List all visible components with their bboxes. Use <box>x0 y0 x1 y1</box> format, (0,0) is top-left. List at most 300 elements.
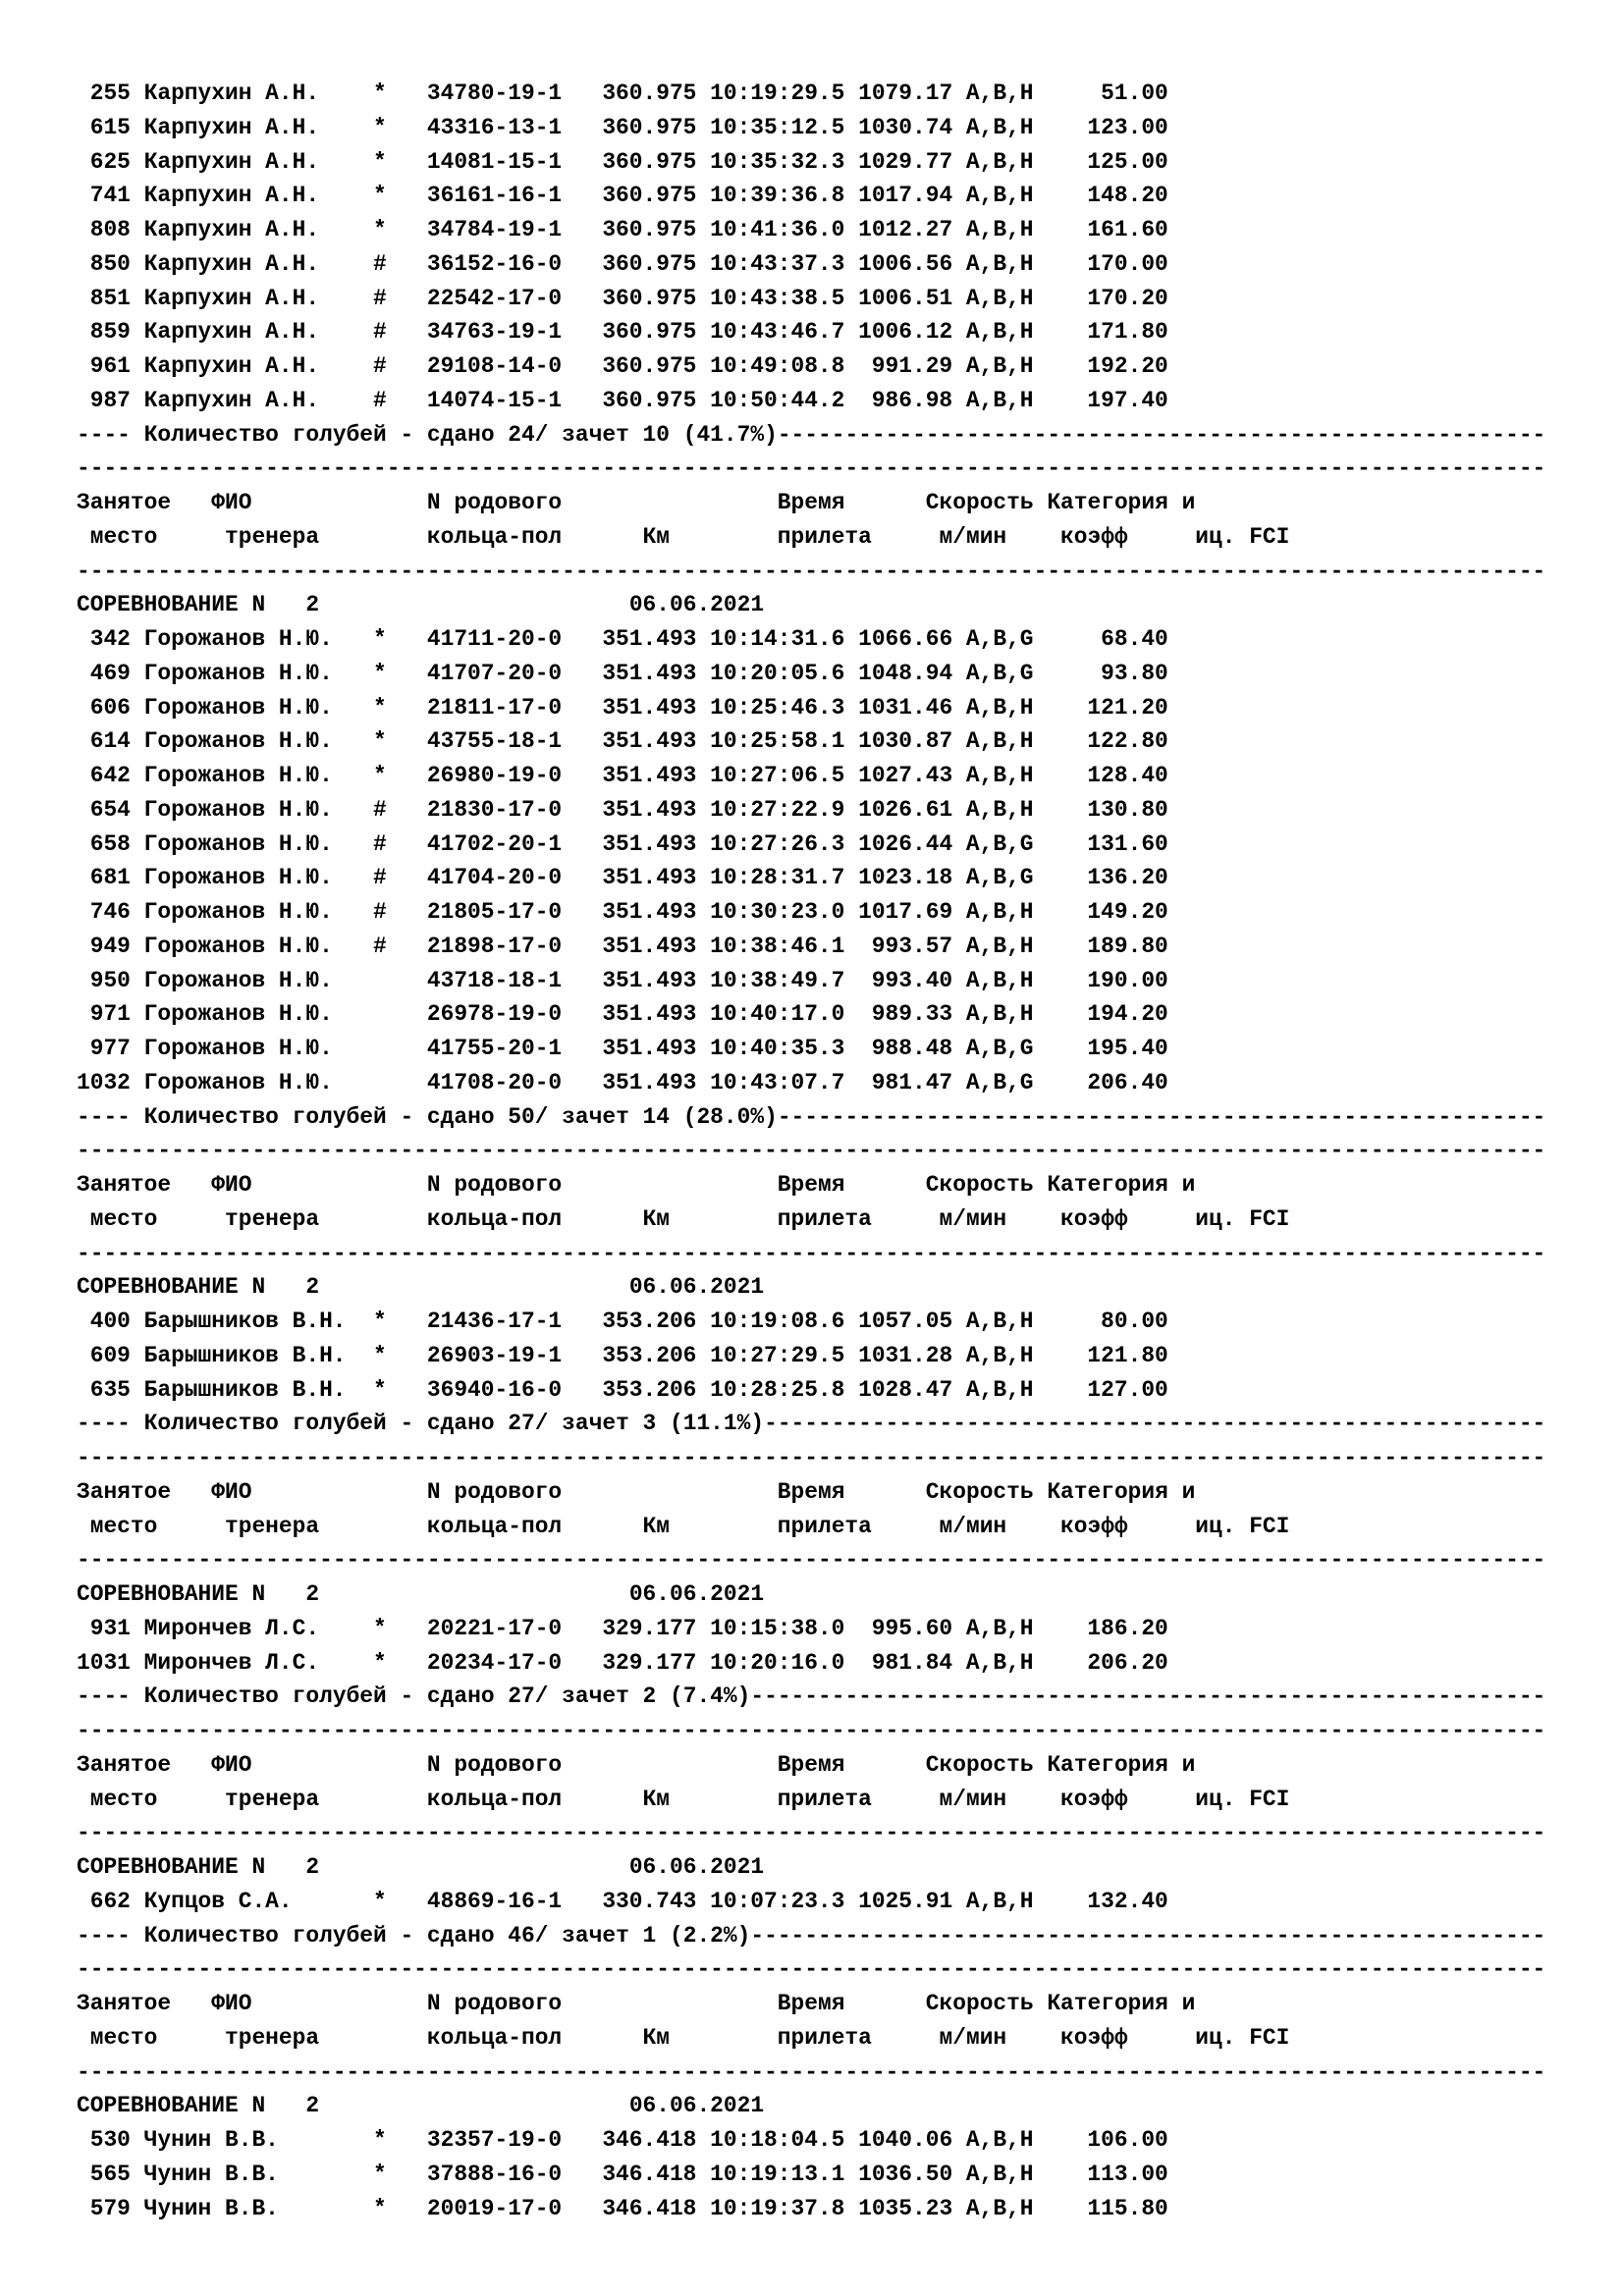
trainer-name-cell: Чунин В.В. <box>143 2127 279 2153</box>
spacer <box>844 895 858 930</box>
spacer <box>696 111 710 145</box>
distance-km-cell: 346.418 <box>602 2195 697 2221</box>
column-header-6: м/мин <box>925 523 1007 550</box>
spacer <box>562 1612 602 1646</box>
column-header-6: м/мин <box>925 1205 1007 1232</box>
column-header-8: иц. FCI <box>1195 523 1290 550</box>
distance-km-cell: 360.975 <box>602 285 697 311</box>
category-cell: A,B,H <box>965 319 1034 346</box>
place-cell: 609 <box>89 1342 131 1368</box>
trainer-name-cell: Карпухин А.Н. <box>143 250 320 277</box>
result-row <box>77 247 1549 282</box>
arrival-time-cell: 10:18:04.5 <box>710 2127 845 2153</box>
column-header-row <box>77 1987 1549 2021</box>
column-header-8: иц. FCI <box>1195 1513 1290 1539</box>
ring-number-cell: 26903-19-1 <box>426 1342 563 1368</box>
column-header-6: Скорость <box>925 1172 1034 1198</box>
spacer <box>844 724 858 759</box>
trainer-name-cell: Чунин В.В. <box>143 2161 279 2187</box>
mark-cell: * <box>372 728 387 755</box>
distance-km-cell: 351.493 <box>602 933 697 959</box>
category-cell: A,B,H <box>965 933 1034 959</box>
competition-title: СОРЕВНОВАНИЕ N 2 <box>77 1274 320 1301</box>
spacer <box>844 691 858 725</box>
competition-date: 06.06.2021 <box>628 1854 765 1880</box>
arrival-time-cell: 10:19:37.8 <box>710 2195 845 2221</box>
speed-cell: 986.98 <box>871 387 953 413</box>
spacer <box>562 1373 602 1408</box>
result-row <box>77 622 1549 657</box>
speed-cell: 993.40 <box>871 967 953 993</box>
competition-line <box>77 1577 1549 1612</box>
spacer <box>844 2123 858 2158</box>
distance-km-cell: 351.493 <box>602 728 697 755</box>
trainer-name-cell: Карпухин А.Н. <box>143 148 320 175</box>
competition-title: СОРЕВНОВАНИЕ N 2 <box>77 592 320 618</box>
spacer <box>387 1339 427 1373</box>
trainer-name-cell: Горожанов Н.Ю. <box>143 1036 333 1061</box>
spacer <box>131 930 144 964</box>
distance-km-cell: 351.493 <box>602 1036 697 1061</box>
mark-cell: # <box>372 285 387 311</box>
trainer-name-cell: Горожанов Н.Ю. <box>143 728 333 755</box>
result-row <box>77 895 1549 930</box>
category-cell: A,B,H <box>965 217 1034 242</box>
spacer <box>562 622 602 657</box>
distance-km-cell: 360.975 <box>602 80 697 106</box>
place-cell: 469 <box>89 660 131 686</box>
column-header-3: кольца-пол <box>426 2024 563 2051</box>
spacer <box>696 213 710 247</box>
results-block <box>77 77 1549 452</box>
distance-km-cell: 360.975 <box>602 148 697 175</box>
spacer <box>387 2123 427 2158</box>
coefficient-cell: 189.80 <box>1087 933 1168 959</box>
spacer <box>696 622 710 657</box>
category-cell: A,B,G <box>965 830 1034 857</box>
column-header-4: Км <box>642 523 670 550</box>
ring-number-cell: 20019-17-0 <box>426 2195 563 2221</box>
separator-line: ------------------------------------------------------------------------------------------------------------- <box>77 1956 1546 1983</box>
results-block <box>77 1714 1549 1952</box>
mark-cell: # <box>372 830 387 857</box>
speed-cell: 1066.66 <box>858 626 953 652</box>
mark-cell: # <box>372 250 387 277</box>
distance-km-cell: 360.975 <box>602 250 697 277</box>
spacer <box>952 2158 966 2192</box>
block-summary: ---- Количество голубей - сдано 50/ зачет 14 (28.0%)--------------------------------------------------------- <box>77 1103 1546 1130</box>
speed-cell: 1006.12 <box>858 319 953 346</box>
spacer <box>131 691 144 725</box>
spacer <box>562 1032 602 1066</box>
ring-number-cell: 20221-17-0 <box>426 1615 563 1641</box>
speed-cell: 1048.94 <box>858 660 953 686</box>
distance-km-cell: 351.493 <box>602 899 697 925</box>
column-header-5: Время <box>750 1991 845 2016</box>
speed-cell: 993.57 <box>871 933 953 959</box>
spacer <box>696 1305 710 1339</box>
column-header-5: Время <box>750 1751 845 1778</box>
competition-line <box>77 2089 1549 2123</box>
spacer <box>952 349 966 384</box>
ring-number-cell: 21811-17-0 <box>426 694 563 721</box>
spacer <box>131 179 144 213</box>
separator-line: ------------------------------------------------------------------------------------------------------------- <box>77 1718 1546 1743</box>
coefficient-cell: 171.80 <box>1087 319 1168 346</box>
spacer <box>696 657 710 691</box>
coefficient-cell: 195.40 <box>1087 1036 1168 1061</box>
spacer <box>696 2192 710 2226</box>
spacer <box>696 691 710 725</box>
spacer <box>844 384 858 418</box>
spacer <box>952 315 966 349</box>
spacer <box>844 179 858 213</box>
ring-number-cell: 41711-20-0 <box>426 626 563 652</box>
place-cell: 746 <box>89 899 131 925</box>
separator-line: ------------------------------------------------------------------------------------------------------------- <box>77 1445 1546 1470</box>
spacer <box>952 111 966 145</box>
spacer <box>844 1885 858 1919</box>
trainer-name-cell: Горожанов Н.Ю. <box>143 967 333 993</box>
distance-km-cell: 360.975 <box>602 183 697 209</box>
place-cell: 977 <box>89 1036 131 1061</box>
place-cell: 255 <box>89 80 131 106</box>
speed-cell: 1036.50 <box>858 2161 953 2187</box>
spacer <box>562 282 602 316</box>
spacer <box>696 997 710 1032</box>
category-cell: A,B,H <box>965 387 1034 413</box>
column-header-7: коэфф <box>1047 2024 1128 2051</box>
column-header-row <box>77 1783 1549 1817</box>
column-header-6: Скорость <box>925 1751 1034 1778</box>
mark-cell: # <box>372 353 387 379</box>
column-header-row <box>77 1202 1549 1237</box>
spacer <box>952 2192 966 2226</box>
column-header-1: место <box>77 1205 158 1232</box>
place-cell: 850 <box>89 250 131 277</box>
ring-number-cell: 21830-17-0 <box>426 796 563 823</box>
result-row <box>77 2123 1549 2158</box>
column-header-4: Км <box>642 1786 670 1812</box>
spacer <box>844 828 858 862</box>
results-block <box>77 1134 1549 1441</box>
competition-line <box>77 588 1549 622</box>
arrival-time-cell: 10:49:08.8 <box>710 353 845 379</box>
trainer-name-cell: Мирончев Л.С. <box>143 1615 320 1641</box>
result-row <box>77 384 1549 418</box>
arrival-time-cell: 10:15:38.0 <box>710 1615 845 1641</box>
trainer-name-cell: Карпухин А.Н. <box>143 285 320 311</box>
spacer <box>387 793 427 828</box>
spacer <box>131 1032 144 1066</box>
spacer <box>131 213 144 247</box>
spacer <box>387 1032 427 1066</box>
column-header-3: кольца-пол <box>426 1513 563 1539</box>
coefficient-cell: 206.20 <box>1087 1649 1168 1676</box>
ring-number-cell: 34780-19-1 <box>426 80 563 106</box>
place-cell: 808 <box>89 217 131 242</box>
spacer <box>952 1339 966 1373</box>
column-header-5: прилета <box>750 2024 872 2051</box>
spacer <box>952 622 966 657</box>
mark-cell: # <box>372 319 387 346</box>
competition-date: 06.06.2021 <box>628 592 765 618</box>
spacer <box>387 997 427 1032</box>
spacer <box>131 657 144 691</box>
coefficient-cell: 190.00 <box>1087 967 1168 993</box>
spacer <box>387 1646 427 1681</box>
speed-cell: 1057.05 <box>858 1308 953 1334</box>
spacer <box>387 691 427 725</box>
result-row <box>77 1373 1549 1408</box>
category-cell: A,B,G <box>965 1069 1034 1095</box>
mark-cell: # <box>372 899 387 925</box>
speed-cell: 1012.27 <box>858 217 953 242</box>
speed-cell: 1023.18 <box>858 865 953 891</box>
trainer-name-cell: Горожанов Н.Ю. <box>143 660 333 686</box>
result-row <box>77 964 1549 998</box>
category-cell: A,B,H <box>965 183 1034 209</box>
place-cell: 565 <box>89 2161 131 2187</box>
place-cell: 741 <box>89 183 131 209</box>
column-header-3: кольца-пол <box>426 1786 563 1812</box>
column-header-1: место <box>77 2024 158 2051</box>
spacer <box>844 1646 858 1681</box>
trainer-name-cell: Карпухин А.Н. <box>143 114 320 140</box>
spacer <box>131 1646 144 1681</box>
spacer <box>844 247 858 282</box>
coefficient-cell: 121.80 <box>1087 1342 1168 1368</box>
spacer <box>131 384 144 418</box>
trainer-name-cell: Барышников В.Н. <box>143 1308 347 1334</box>
spacer <box>387 1373 427 1408</box>
arrival-time-cell: 10:27:29.5 <box>710 1342 845 1368</box>
spacer <box>562 657 602 691</box>
spacer <box>387 2158 427 2192</box>
speed-cell: 1027.43 <box>858 763 953 788</box>
spacer <box>952 793 966 828</box>
trainer-name-cell: Горожанов Н.Ю. <box>143 1001 333 1028</box>
column-header-6: Скорость <box>925 1991 1034 2016</box>
place-cell: 579 <box>89 2195 131 2221</box>
category-cell: A,B,H <box>965 1342 1034 1368</box>
spacer <box>562 1305 602 1339</box>
column-header-6: м/мин <box>925 2024 1007 2051</box>
spacer <box>387 964 427 998</box>
spacer <box>696 315 710 349</box>
spacer <box>387 828 427 862</box>
spacer <box>696 1646 710 1681</box>
column-header-3: кольца-пол <box>426 523 563 550</box>
competition-title: СОРЕВНОВАНИЕ N 2 <box>77 1581 320 1607</box>
trainer-name-cell: Горожанов Н.Ю. <box>143 1069 333 1095</box>
spacer <box>844 282 858 316</box>
ring-number-cell: 41704-20-0 <box>426 865 563 891</box>
column-header-row <box>77 1168 1549 1202</box>
coefficient-cell: 127.00 <box>1087 1376 1168 1403</box>
result-row <box>77 828 1549 862</box>
coefficient-cell: 192.20 <box>1087 353 1168 379</box>
spacer <box>844 861 858 895</box>
spacer <box>562 930 602 964</box>
result-row <box>77 793 1549 828</box>
arrival-time-cell: 10:25:58.1 <box>710 728 845 755</box>
speed-cell: 988.48 <box>871 1036 953 1061</box>
spacer <box>131 247 144 282</box>
spacer <box>696 2123 710 2158</box>
place-cell: 635 <box>89 1376 131 1403</box>
column-header-row <box>77 1475 1549 1510</box>
spacer <box>562 247 602 282</box>
ring-number-cell: 26978-19-0 <box>426 1001 563 1028</box>
separator-line: ------------------------------------------------------------------------------------------------------------- <box>77 2058 1546 2085</box>
column-header-3: N родового <box>426 1172 563 1198</box>
distance-km-cell: 346.418 <box>602 2127 697 2153</box>
spacer <box>131 77 144 111</box>
spacer <box>696 793 710 828</box>
column-header-6: м/мин <box>925 1513 1007 1539</box>
spacer <box>696 179 710 213</box>
trainer-name-cell: Мирончев Л.С. <box>143 1649 320 1676</box>
speed-cell: 1029.77 <box>858 148 953 175</box>
category-cell: A,B,H <box>965 1888 1034 1914</box>
category-cell: A,B,G <box>965 1036 1034 1061</box>
spacer <box>696 1373 710 1408</box>
spacer <box>844 1373 858 1408</box>
ring-number-cell: 36940-16-0 <box>426 1376 563 1403</box>
category-cell: A,B,H <box>965 1615 1034 1641</box>
category-cell: A,B,H <box>965 1001 1034 1028</box>
mark-cell: * <box>372 148 387 175</box>
spacer <box>562 111 602 145</box>
ring-number-cell: 20234-17-0 <box>426 1649 563 1676</box>
mark-cell: * <box>372 1615 387 1641</box>
spacer <box>844 1305 858 1339</box>
column-header-7: Категория и <box>1047 1991 1196 2016</box>
coefficient-cell: 149.20 <box>1087 899 1168 925</box>
spacer <box>844 213 858 247</box>
result-row <box>77 2158 1549 2192</box>
distance-km-cell: 346.418 <box>602 2161 697 2187</box>
result-row <box>77 861 1549 895</box>
coefficient-cell: 206.40 <box>1087 1069 1168 1095</box>
ring-number-cell: 36152-16-0 <box>426 250 563 277</box>
place-cell: 530 <box>89 2127 131 2153</box>
column-header-2: тренера <box>211 523 320 550</box>
spacer <box>952 247 966 282</box>
mark-cell: # <box>372 865 387 891</box>
column-header-7: Категория и <box>1047 490 1196 515</box>
mark-cell: * <box>372 114 387 140</box>
spacer <box>696 1612 710 1646</box>
ring-number-cell: 21805-17-0 <box>426 899 563 925</box>
block-summary: ---- Количество голубей - сдано 27/ зачет 2 (7.4%)----------------------------------------------------------- <box>77 1683 1546 1710</box>
category-cell: A,B,G <box>965 865 1034 891</box>
spacer <box>844 793 858 828</box>
trainer-name-cell: Чунин В.В. <box>143 2195 279 2221</box>
place-cell: 681 <box>89 865 131 891</box>
spacer <box>562 213 602 247</box>
coefficient-cell: 123.00 <box>1087 114 1168 140</box>
ring-number-cell: 14074-15-1 <box>426 387 563 413</box>
trainer-name-cell: Барышников В.Н. <box>143 1376 347 1403</box>
column-header-3: N родового <box>426 1751 563 1778</box>
spacer <box>387 282 427 316</box>
place-cell: 342 <box>89 626 131 652</box>
ring-number-cell: 34763-19-1 <box>426 319 563 346</box>
result-row <box>77 145 1549 180</box>
speed-cell: 1028.47 <box>858 1376 953 1403</box>
place-cell: 1032 <box>77 1069 131 1095</box>
results-block <box>77 1441 1549 1714</box>
spacer <box>387 657 427 691</box>
column-header-2: ФИО <box>211 490 252 515</box>
category-cell: A,B,H <box>965 2195 1034 2221</box>
spacer <box>131 895 144 930</box>
spacer <box>131 828 144 862</box>
speed-cell: 1030.87 <box>858 728 953 755</box>
distance-km-cell: 351.493 <box>602 694 697 721</box>
arrival-time-cell: 10:38:46.1 <box>710 933 845 959</box>
ring-number-cell: 43316-13-1 <box>426 114 563 140</box>
mark-cell: * <box>372 2127 387 2153</box>
trainer-name-cell: Горожанов Н.Ю. <box>143 933 333 959</box>
category-cell: A,B,H <box>965 967 1034 993</box>
spacer <box>696 1066 710 1100</box>
separator-line: ------------------------------------------------------------------------------------------------------------- <box>77 455 1546 482</box>
ring-number-cell: 41708-20-0 <box>426 1069 563 1095</box>
coefficient-cell: 197.40 <box>1087 387 1168 413</box>
arrival-time-cell: 10:20:16.0 <box>710 1649 845 1676</box>
ring-number-cell: 14081-15-1 <box>426 148 563 175</box>
result-row <box>77 1305 1549 1339</box>
coefficient-cell: 170.20 <box>1087 285 1168 311</box>
result-row <box>77 315 1549 349</box>
speed-cell: 1017.69 <box>858 899 953 925</box>
spacer <box>952 964 966 998</box>
spacer <box>562 349 602 384</box>
spacer <box>387 2192 427 2226</box>
spacer <box>387 145 427 180</box>
spacer <box>562 315 602 349</box>
column-header-2: ФИО <box>211 1751 252 1778</box>
arrival-time-cell: 10:50:44.2 <box>710 387 845 413</box>
mark-cell: * <box>372 2161 387 2187</box>
category-cell: A,B,H <box>965 763 1034 788</box>
category-cell: A,B,G <box>965 660 1034 686</box>
trainer-name-cell: Горожанов Н.Ю. <box>143 899 333 925</box>
spacer <box>844 997 858 1032</box>
separator-line: ------------------------------------------------------------------------------------------------------------- <box>77 1547 1546 1574</box>
place-cell: 606 <box>89 694 131 721</box>
arrival-time-cell: 10:40:35.3 <box>710 1036 845 1061</box>
spacer <box>562 2123 602 2158</box>
column-header-2: ФИО <box>211 1172 252 1198</box>
spacer <box>562 2158 602 2192</box>
column-header-7: Категория и <box>1047 1172 1196 1198</box>
result-row <box>77 213 1549 247</box>
spacer <box>952 724 966 759</box>
trainer-name-cell: Карпухин А.Н. <box>143 387 320 413</box>
speed-cell: 989.33 <box>871 1001 953 1028</box>
spacer <box>387 111 427 145</box>
spacer <box>387 384 427 418</box>
spacer <box>562 179 602 213</box>
spacer <box>387 1305 427 1339</box>
category-cell: A,B,H <box>965 1308 1034 1334</box>
spacer <box>387 1885 427 1919</box>
result-row <box>77 759 1549 793</box>
